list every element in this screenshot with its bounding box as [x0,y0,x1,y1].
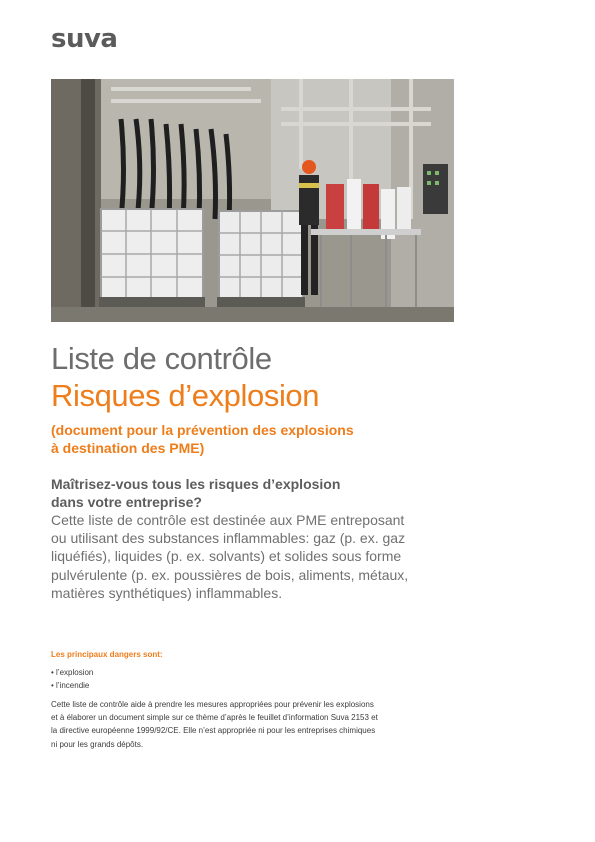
body-line: et à élaborer un document simple sur ce thème d’après le feuillet d’information Suva 2153 et [51,713,378,723]
body-line: la directive européenne 1999/92/CE. Elle n’est appropriée ni pour les entreprises chimiques [51,726,376,736]
subtitle-line: à destination des PME) [51,440,205,456]
lead-question-line: dans votre entreprise? [51,494,202,510]
body-line: ni pour les grands dépôts. [51,739,144,749]
subtitle-line: (document pour la prévention des explosions [51,422,354,438]
subtitle [51,421,411,457]
title-line-2: Risques d’explosion [51,378,320,413]
list-item: • l’explosion [51,668,94,677]
lead-line: pulvérulente (p. ex. poussières de bois, aliments, métaux, [51,566,409,583]
dangers-heading: Les principaux dangers sont: [51,650,163,659]
lead-line: ou utilisant des substances inflammables: gaz (p. ex. gaz [51,530,406,547]
industrial-plant-photo [51,79,454,322]
body-line: Cette liste de contrôle aide à prendre les mesures appropriées pour prévenir les explosions [51,700,374,709]
title-line-1: Liste de contrôle [51,341,272,376]
dangers-list [51,666,93,692]
lead-question [51,475,431,511]
lead-line: liquéfiés), liquides (p. ex. solvants) et solides sous forme [51,548,402,565]
list-item: • l’incendie [51,681,90,690]
lead-line: matières synthétiques) inflammables. [51,584,283,601]
lead-line: Cette liste de contrôle est destinée aux PME entreposant [51,512,405,528]
body-paragraph [51,698,451,751]
lead-question-line: Maîtrisez-vous tous les risques d’explosion [51,476,341,492]
suva-logo: suva [51,24,118,54]
lead-paragraph [51,511,451,602]
